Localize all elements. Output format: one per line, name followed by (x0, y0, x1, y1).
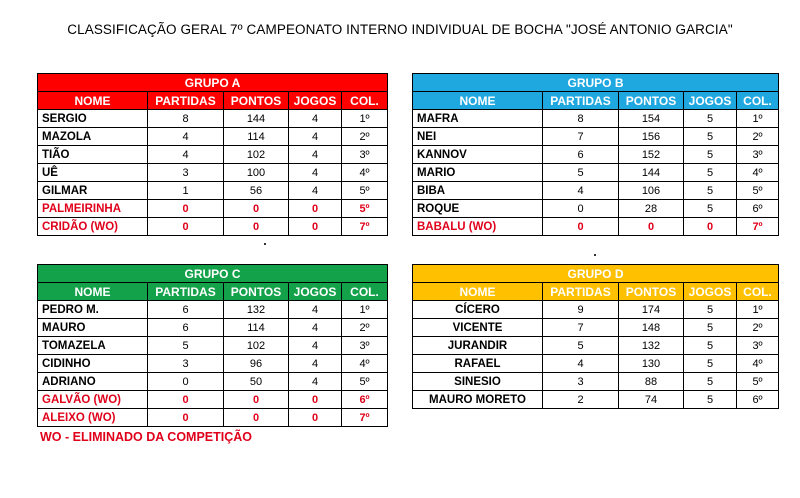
cell-pontos: 156 (619, 128, 684, 146)
cell-jogos: 5 (684, 110, 737, 128)
cell-partidas: 0 (148, 391, 224, 409)
cell-name: RAFAEL (413, 355, 543, 373)
cell-pontos: 114 (224, 319, 289, 337)
cell-pontos: 100 (224, 164, 289, 182)
cell-jogos: 5 (684, 200, 737, 218)
cell-col: 7º (342, 218, 388, 236)
column-header-name: NOME (413, 283, 543, 301)
page-title: CLASSIFICAÇÃO GERAL 7º CAMPEONATO INTERNO INDIVIDUAL DE BOCHA "JOSÉ ANTONIO GARCIA" (67, 22, 733, 37)
cell-pontos: 0 (619, 218, 684, 236)
cell-name: PALMEIRINHA (38, 200, 148, 218)
cell-col: 3º (737, 337, 779, 355)
cell-pontos: 0 (224, 391, 289, 409)
group-d-table (412, 264, 779, 409)
cell-pontos: 132 (224, 301, 289, 319)
cell-partidas: 0 (148, 218, 224, 236)
cell-pontos: 96 (224, 355, 289, 373)
column-header-partidas: PARTIDAS (543, 283, 619, 301)
cell-pontos: 88 (619, 373, 684, 391)
cell-pontos: 0 (224, 200, 289, 218)
cell-partidas: 0 (543, 218, 619, 236)
column-header-jogos: JOGOS (289, 283, 342, 301)
column-header-jogos: JOGOS (684, 283, 737, 301)
table-row (413, 182, 779, 200)
cell-partidas: 4 (148, 146, 224, 164)
cell-name: KANNOV (413, 146, 543, 164)
cell-col: 4º (737, 355, 779, 373)
cell-col: 5º (342, 182, 388, 200)
cell-name: BABALU (WO) (413, 218, 543, 236)
cell-jogos: 4 (289, 110, 342, 128)
cell-pontos: 56 (224, 182, 289, 200)
cell-col: 3º (342, 146, 388, 164)
table-row (38, 182, 388, 200)
cell-pontos: 0 (224, 409, 289, 427)
cell-partidas: 4 (543, 355, 619, 373)
cell-name: VICENTE (413, 319, 543, 337)
cell-name: GILMAR (38, 182, 148, 200)
cell-col: 1º (737, 301, 779, 319)
cell-col: 6º (737, 391, 779, 409)
cell-partidas: 7 (543, 319, 619, 337)
cell-name: JURANDIR (413, 337, 543, 355)
table-row (38, 391, 388, 409)
cell-pontos: 152 (619, 146, 684, 164)
cell-col: 2º (737, 128, 779, 146)
cell-pontos: 106 (619, 182, 684, 200)
cell-jogos: 0 (684, 218, 737, 236)
cell-name: UÊ (38, 164, 148, 182)
cell-partidas: 5 (543, 164, 619, 182)
cell-jogos: 4 (289, 355, 342, 373)
cell-partidas: 0 (148, 409, 224, 427)
cell-col: 3º (342, 337, 388, 355)
cell-jogos: 5 (684, 128, 737, 146)
cell-pontos: 148 (619, 319, 684, 337)
cell-jogos: 5 (684, 337, 737, 355)
column-header-partidas: PARTIDAS (148, 92, 224, 110)
cell-name: MAURO MORETO (413, 391, 543, 409)
cell-partidas: 4 (543, 182, 619, 200)
cell-pontos: 102 (224, 337, 289, 355)
cell-name: GALVÃO (WO) (38, 391, 148, 409)
cell-partidas: 5 (543, 337, 619, 355)
cell-col: 5º (737, 373, 779, 391)
group-a-table (37, 73, 388, 236)
cell-partidas: 4 (148, 128, 224, 146)
cell-jogos: 4 (289, 337, 342, 355)
cell-jogos: 5 (684, 164, 737, 182)
table-row (38, 319, 388, 337)
cell-partidas: 3 (543, 373, 619, 391)
cell-col: 1º (342, 110, 388, 128)
cell-jogos: 4 (289, 373, 342, 391)
table-row (413, 200, 779, 218)
stray-dot (264, 243, 266, 245)
cell-col: 6º (737, 200, 779, 218)
wo-footnote: WO - ELIMINADO DA COMPETIÇÃO (40, 430, 253, 444)
table-row (413, 164, 779, 182)
group-b-table (412, 73, 779, 236)
cell-jogos: 0 (289, 409, 342, 427)
cell-partidas: 0 (148, 373, 224, 391)
cell-col: 5º (737, 182, 779, 200)
cell-partidas: 8 (543, 110, 619, 128)
cell-col: 4º (342, 355, 388, 373)
table-row (413, 110, 779, 128)
cell-col: 2º (737, 319, 779, 337)
cell-pontos: 144 (224, 110, 289, 128)
cell-name: ROQUE (413, 200, 543, 218)
table-row (413, 146, 779, 164)
table-row (413, 373, 779, 391)
cell-col: 2º (342, 319, 388, 337)
cell-name: MAZOLA (38, 128, 148, 146)
cell-name: ALEIXO (WO) (38, 409, 148, 427)
table-row (38, 337, 388, 355)
table-row (38, 110, 388, 128)
group-title: GRUPO B (413, 74, 779, 92)
column-header-pontos: PONTOS (224, 283, 289, 301)
table-row (38, 164, 388, 182)
cell-name: CIDINHO (38, 355, 148, 373)
table-row (413, 218, 779, 236)
cell-partidas: 3 (148, 164, 224, 182)
cell-jogos: 4 (289, 164, 342, 182)
cell-pontos: 154 (619, 110, 684, 128)
cell-jogos: 5 (684, 146, 737, 164)
cell-col: 1º (342, 301, 388, 319)
cell-name: TOMAZELA (38, 337, 148, 355)
cell-jogos: 4 (289, 301, 342, 319)
table-row (38, 200, 388, 218)
cell-col: 1º (737, 110, 779, 128)
table-row (413, 337, 779, 355)
cell-jogos: 4 (289, 128, 342, 146)
column-header-name: NOME (38, 283, 148, 301)
cell-jogos: 5 (684, 319, 737, 337)
cell-jogos: 5 (684, 301, 737, 319)
cell-partidas: 9 (543, 301, 619, 319)
table-row (38, 301, 388, 319)
cell-col: 4º (342, 164, 388, 182)
cell-name: MAFRA (413, 110, 543, 128)
cell-jogos: 5 (684, 391, 737, 409)
column-header-pontos: PONTOS (619, 92, 684, 110)
cell-col: 7º (342, 409, 388, 427)
cell-partidas: 7 (543, 128, 619, 146)
column-header-partidas: PARTIDAS (543, 92, 619, 110)
column-header-jogos: JOGOS (684, 92, 737, 110)
cell-partidas: 2 (543, 391, 619, 409)
column-header-name: NOME (38, 92, 148, 110)
cell-partidas: 1 (148, 182, 224, 200)
cell-jogos: 4 (289, 319, 342, 337)
cell-name: NEI (413, 128, 543, 146)
column-header-col: COL. (342, 283, 388, 301)
cell-name: PEDRO M. (38, 301, 148, 319)
cell-jogos: 5 (684, 355, 737, 373)
cell-jogos: 4 (289, 146, 342, 164)
group-title: GRUPO D (413, 265, 779, 283)
cell-partidas: 6 (543, 146, 619, 164)
cell-pontos: 0 (224, 218, 289, 236)
cell-col: 2º (342, 128, 388, 146)
table-row (413, 319, 779, 337)
cell-partidas: 6 (148, 319, 224, 337)
cell-col: 3º (737, 146, 779, 164)
cell-pontos: 130 (619, 355, 684, 373)
cell-pontos: 28 (619, 200, 684, 218)
table-row (38, 409, 388, 427)
cell-name: CÍCERO (413, 301, 543, 319)
table-row (38, 218, 388, 236)
column-header-pontos: PONTOS (619, 283, 684, 301)
cell-name: SERGIO (38, 110, 148, 128)
column-header-pontos: PONTOS (224, 92, 289, 110)
cell-pontos: 114 (224, 128, 289, 146)
group-title: GRUPO C (38, 265, 388, 283)
cell-name: CRIDÃO (WO) (38, 218, 148, 236)
cell-jogos: 4 (289, 182, 342, 200)
cell-jogos: 0 (289, 218, 342, 236)
column-header-col: COL. (737, 92, 779, 110)
cell-pontos: 132 (619, 337, 684, 355)
cell-col: 5º (342, 200, 388, 218)
cell-partidas: 3 (148, 355, 224, 373)
cell-pontos: 50 (224, 373, 289, 391)
table-row (38, 146, 388, 164)
cell-pontos: 74 (619, 391, 684, 409)
cell-partidas: 0 (543, 200, 619, 218)
table-row (38, 355, 388, 373)
column-header-col: COL. (342, 92, 388, 110)
cell-partidas: 5 (148, 337, 224, 355)
group-title: GRUPO A (38, 74, 388, 92)
table-row (413, 301, 779, 319)
group-c-table (37, 264, 388, 427)
cell-name: MAURO (38, 319, 148, 337)
cell-name: TIÃO (38, 146, 148, 164)
cell-col: 7º (737, 218, 779, 236)
stray-dot (594, 254, 596, 256)
cell-jogos: 5 (684, 182, 737, 200)
column-header-partidas: PARTIDAS (148, 283, 224, 301)
cell-name: SINESIO (413, 373, 543, 391)
cell-name: BIBA (413, 182, 543, 200)
column-header-name: NOME (413, 92, 543, 110)
cell-jogos: 5 (684, 373, 737, 391)
cell-pontos: 174 (619, 301, 684, 319)
column-header-col: COL. (737, 283, 779, 301)
cell-jogos: 0 (289, 200, 342, 218)
table-row (413, 128, 779, 146)
table-row (38, 373, 388, 391)
cell-partidas: 8 (148, 110, 224, 128)
column-header-jogos: JOGOS (289, 92, 342, 110)
cell-partidas: 6 (148, 301, 224, 319)
table-row (38, 128, 388, 146)
table-row (413, 391, 779, 409)
table-row (413, 355, 779, 373)
cell-name: ADRIANO (38, 373, 148, 391)
cell-col: 5º (342, 373, 388, 391)
cell-partidas: 0 (148, 200, 224, 218)
cell-pontos: 144 (619, 164, 684, 182)
cell-col: 4º (737, 164, 779, 182)
cell-name: MARIO (413, 164, 543, 182)
cell-pontos: 102 (224, 146, 289, 164)
cell-col: 6º (342, 391, 388, 409)
cell-jogos: 0 (289, 391, 342, 409)
